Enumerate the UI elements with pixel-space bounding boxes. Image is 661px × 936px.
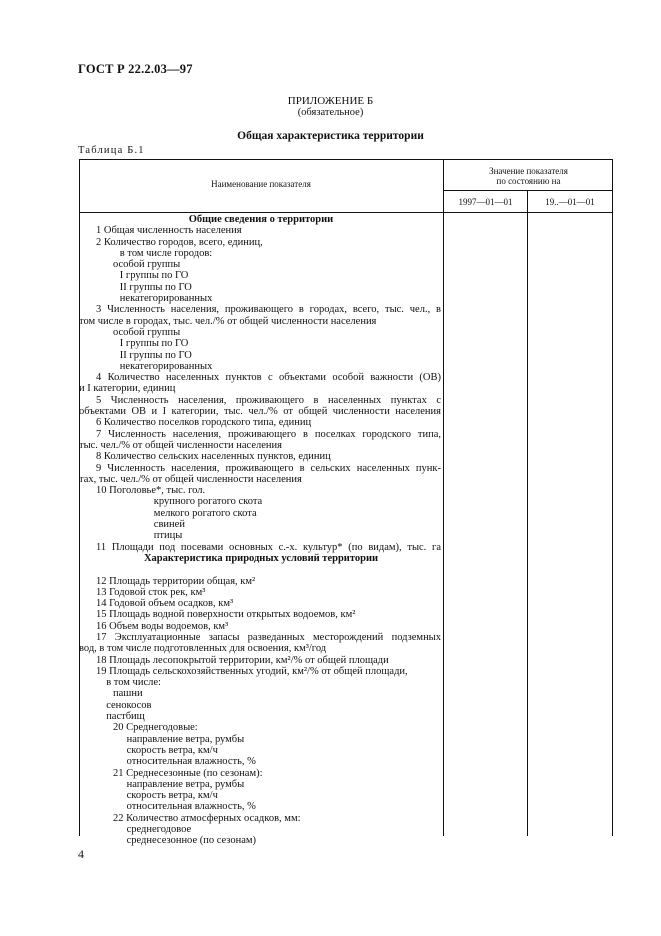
table-row: 2 Количество городов, всего, единиц, [96,236,263,248]
table-row: крупного рогатого скота [153,496,263,508]
table-row: направление ветра, румбы [126,733,245,745]
table-row: и I категории, единиц [79,383,176,395]
table-row: 1 Общая численность населения [96,225,242,237]
table-row: I группы по ГО [119,270,189,282]
table-row: II группы по ГО [119,349,192,361]
table-row: мелкого рогатого скота [153,507,257,519]
table-row: скорость ветра, км/ч [126,790,218,802]
table-row: объектами ОВ и I категории, тыс. чел./% от общей численности населения [79,406,441,418]
table-row: 9 Численность населения, проживающего в сельских населенных пунк- [96,462,441,474]
date-columns-divider [527,190,528,836]
table-row: 21 Среднесезонные (по сезонам): [113,767,263,779]
col-name-header: Наименование показателя [211,179,311,189]
table-right-border [612,159,613,836]
table-row: сенокосов [106,699,152,711]
table-row: 10 Поголовье*, тыс. гол. [96,485,206,497]
table-row: среднесезонное (по сезонам) [126,835,257,847]
table-row: в том числе: [106,677,161,689]
table-row: 16 Объем воды водоемов, км³ [96,620,229,632]
table-row: 12 Площадь территории общая, км² [96,575,256,587]
date-col-1997: 1997—01—01 [458,197,513,207]
table-row: I группы по ГО [119,338,189,350]
table-row: 6 Количество поселков городского типа, единиц [96,417,312,429]
table-row: относительная влажность, % [126,756,256,768]
table-row: некатегорированных [119,293,213,305]
page-number: 4 [78,847,84,861]
table-row: том числе в городах, тыс. чел./% от общей численности населения [79,315,377,327]
table-label: Таблица Б.1 [78,145,145,156]
table-row: пашни [113,688,143,700]
table-row: 7 Численность населения, проживающего в поселках городского типа, [96,428,441,440]
table-row: 22 Количество атмосферных осадков, мм: [113,812,301,824]
table-top-border [79,159,613,160]
table-row: 11 Площади под посевами основных с.-х. культур* (по видам), тыс. га [96,541,441,553]
table-row: среднегодовое [126,824,192,836]
col-value-header-line1: Значение показателя [489,166,568,176]
name-value-divider [443,159,444,836]
table-row: 13 Годовой сток рек, км³ [96,586,206,598]
section-title: Общая характеристика территории [237,130,424,142]
table-row: II группы по ГО [119,281,192,293]
table-row: 14 Годовой объем осадков, км³ [96,598,234,610]
table-row: особой группы [113,259,181,271]
table-row: тыс. чел./% от общей численности населения [79,439,282,451]
table-row: 18 Площадь лесопокрытой территории, км²/% от общей площади [96,654,389,666]
table-row: 15 Площадь водной поверхности открытых водоемов, км² [96,609,356,621]
table-row: в том числе городов: [119,247,213,259]
table-row: относительная влажность, % [126,801,256,813]
section-row: Общие сведения о территории [188,214,334,225]
appendix-title: ПРИЛОЖЕНИЕ Б [287,95,374,107]
table-row: вод, в том числе подготовленных для освоения, км³/год [79,643,327,655]
table-row: 3 Численность населения, проживающего в городах, всего, тыс. чел., в [96,304,441,316]
subheader-line [443,190,613,191]
table-row [79,564,443,575]
table-row: 19 Площадь сельскохозяйственных угодий, км²/% от общей площади, [96,665,408,677]
table-row: свиней [153,519,185,531]
table-row: 17 Эксплуатационные запасы разведанных месторождений подземных [96,631,441,643]
table-row: скорость ветра, км/ч [126,744,218,756]
table-row: 8 Количество сельских населенных пунктов, единиц [96,451,331,463]
table-row: особой группы [113,326,181,338]
table-row: некатегорированных [119,360,213,372]
section-row: Характеристика природных условий территории [143,552,379,564]
table-body [79,214,443,847]
table-row: пастбищ [106,711,145,723]
col-value-header-line2: по состоянию на [496,176,561,186]
table-row: 20 Среднегодовые: [113,722,198,734]
table-row: птицы [153,530,183,542]
table-row: 4 Количество населенных пунктов с объектами особой важности (ОВ) [96,372,441,384]
appendix-status: (обязательное) [297,107,364,118]
date-col-19xx: 19..—01—01 [545,197,595,207]
header-bottom-line [79,212,613,213]
table-row: тах, тыс. чел./% от общей численности населения [79,473,302,485]
document-code: ГОСТ Р 22.2.03—97 [78,62,193,76]
table-row: 5 Численность населения, проживающего в населенных пунктах с [96,394,441,406]
table-row: направление ветра, румбы [126,778,245,790]
